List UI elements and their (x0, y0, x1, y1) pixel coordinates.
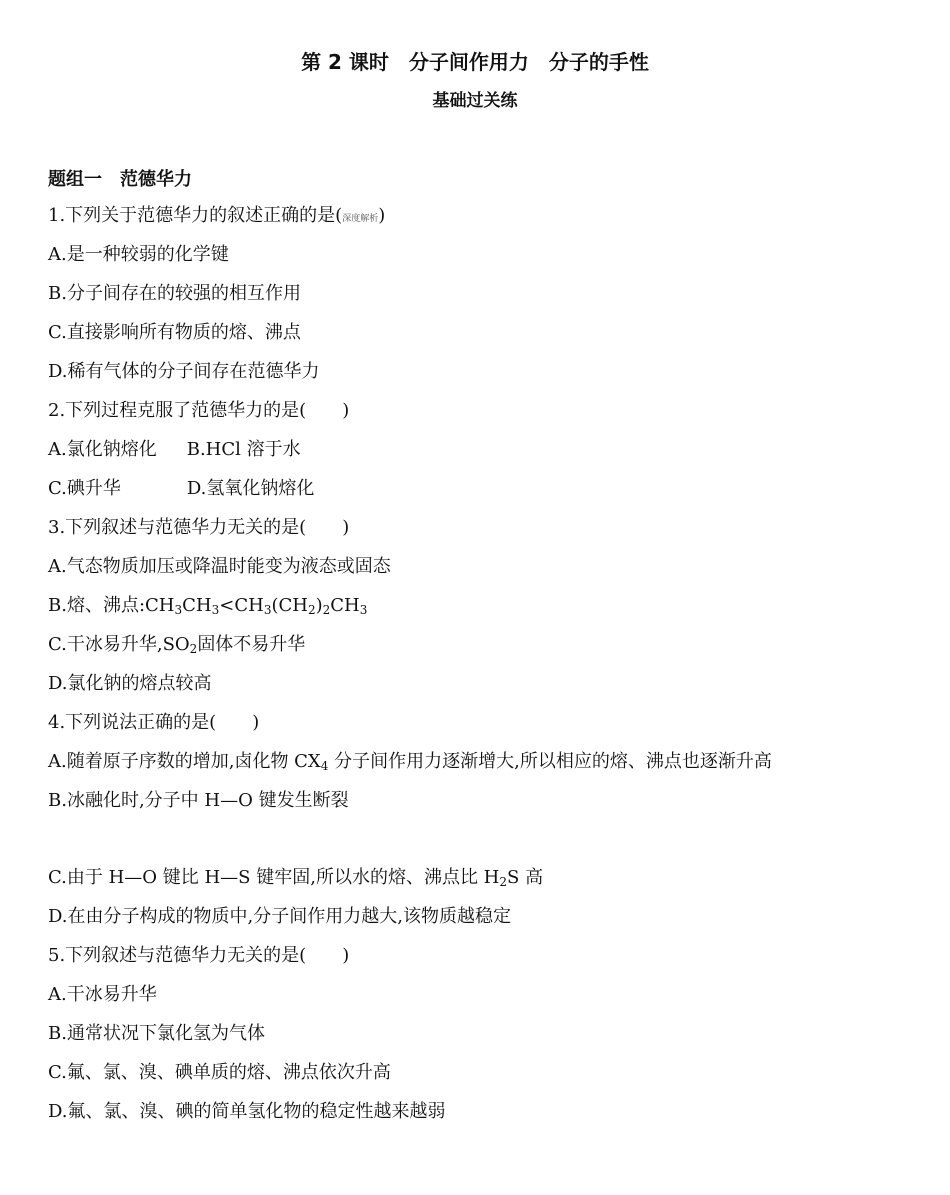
question-5-option-c: C.氟、氯、溴、碘单质的熔、沸点依次升高 (48, 1062, 391, 1083)
question-1-tag: 深度解析 (342, 214, 379, 224)
group-heading: 题组一 范德华力 (48, 169, 192, 190)
question-2-options-cd (48, 477, 314, 501)
question-1-option-a: A.是一种较弱的化学键 (48, 244, 229, 265)
question-3-option-b: B.熔、沸点$:CH_3CH_3<CH_3(CH_2)_2CH_3$ (48, 595, 368, 617)
question-2-option-a: A.氯化钠熔化 (48, 439, 157, 460)
question-2-option-b: B.HCl 溶于水 (186, 439, 301, 460)
question-5-stem: 5.下列叙述与范德华力无关的是( ) (48, 945, 350, 966)
question-2-option-c: C.碘升华 (48, 478, 121, 499)
question-3-option-a: A.气态物质加压或降温时能变为液态或固态 (48, 556, 391, 577)
question-1-stem (48, 204, 385, 231)
page-subtitle: 基础过关练 (432, 91, 518, 111)
question-5-option-d: D.氟、氯、溴、碘的简单氢化物的稳定性越来越弱 (48, 1101, 446, 1122)
question-4-option-c: C.由于 H—O 键比 H—S 键牢固,所以水的熔、沸点比 $H_2S$ 高 (48, 867, 544, 889)
question-3-option-d: D.氯化钠的熔点较高 (48, 673, 212, 694)
question-4-option-a: A.随着原子序数的增加,卤化物 $CX_4$ 分子间作用力逐渐增大,所以相应的熔、沸点也逐渐升高 (48, 751, 772, 773)
question-2-stem: 2.下列过程克服了范德华力的是( ) (48, 400, 350, 421)
question-2-options-ab (48, 438, 301, 462)
question-4-option-b: B.冰融化时,分子中 H—O 键发生断裂 (48, 790, 349, 811)
page-title: 第 2 课时 分子间作用力 分子的手性 (301, 50, 649, 74)
question-1-text: 1.下列关于范德华力的叙述正确的是( (48, 205, 343, 226)
question-5-option-b: B.通常状况下氯化氢为气体 (48, 1023, 265, 1044)
question-4-stem: 4.下列说法正确的是( ) (48, 712, 260, 733)
question-4-option-d: D.在由分子构成的物质中,分子间作用力越大,该物质越稳定 (48, 906, 511, 927)
question-3-stem: 3.下列叙述与范德华力无关的是( ) (48, 517, 350, 538)
question-3-option-c: C.干冰易升华$,SO_2$固体不易升华 (48, 634, 306, 656)
question-1-close: ) (378, 205, 386, 226)
question-1-option-d: D.稀有气体的分子间存在范德华力 (48, 361, 320, 382)
question-1-option-b: B.分子间存在的较强的相互作用 (48, 283, 301, 304)
question-5-option-a: A.干冰易升华 (48, 984, 157, 1005)
question-1-option-c: C.直接影响所有物质的熔、沸点 (48, 322, 301, 343)
question-2-option-d: D.氢氧化钠熔化 (186, 478, 315, 499)
